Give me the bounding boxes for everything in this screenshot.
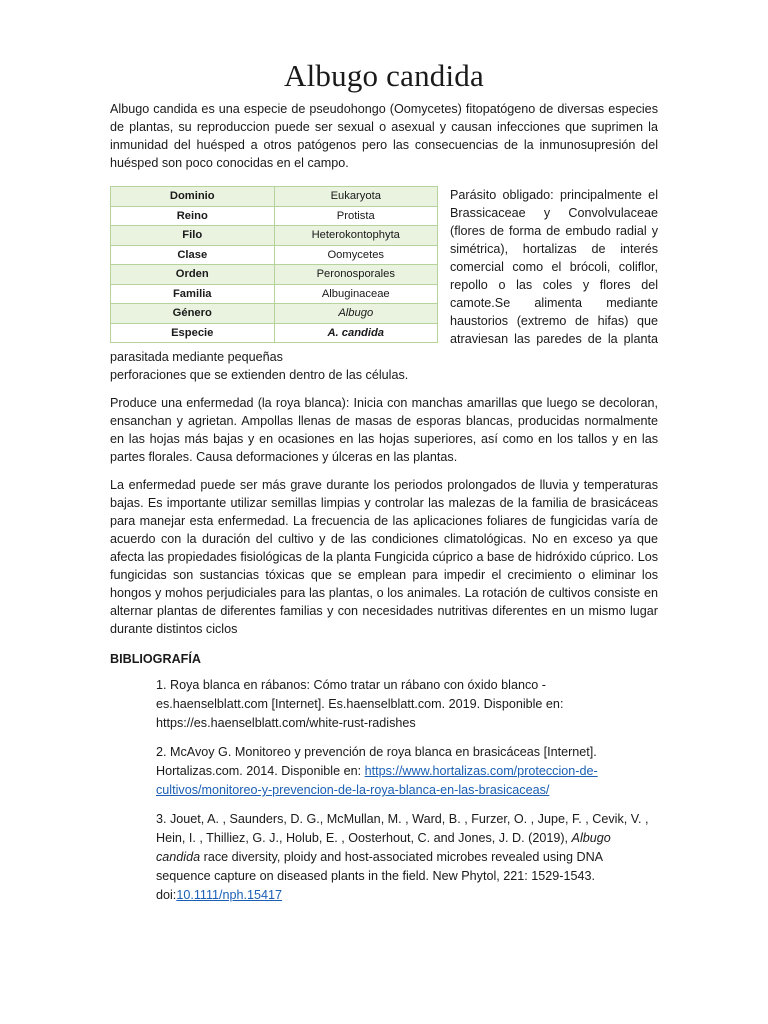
bibliography-heading: BIBLIOGRAFÍA [110,652,201,666]
table-row [111,284,438,304]
page-title: Albugo candida [284,58,484,93]
taxonomy-rank: Familia [111,284,275,304]
taxonomy-value: Peronosporales [274,265,438,285]
taxonomy-value: Albuginaceae [274,284,438,304]
taxonomy-rank: Reino [111,206,275,226]
taxonomy-rank: Filo [111,226,275,246]
taxonomy-value: A. candida [274,323,438,343]
taxonomy-table [110,186,438,343]
taxonomy-value: Albugo [274,304,438,324]
taxonomy-value: Eukaryota [274,187,438,207]
table-row [111,187,438,207]
taxonomy-value: Oomycetes [274,245,438,265]
table-row [111,265,438,285]
reference-item [156,743,658,800]
disease-paragraph: Produce una enfermedad (la roya blanca): Inicia con manchas amarillas que luego se decoloran, ensanchan y agrietan. Ampollas llenas de masas de esporas blancas, producidas normalmente en las hojas más bajas y en ocasiones en las hojas superiores, así como en los tallos y en las partes florales. Causa deformaciones y úlceras en las plantas. [110,396,658,464]
document-page [110,58,658,905]
control-paragraph: La enfermedad puede ser más grave durante los periodos prolongados de lluvia y temperaturas bajas. Es importante utilizar semillas limpias y controlar las malezas de la familia de brasicáceas para manejar esta enfermedad. La frecuencia de las aplicaciones foliares de fungicidas varía de acuerdo con la duración del cultivo y de las condiciones climatológicas. No en exceso ya que afecta las propiedades fisiológicas de la planta Fungicida cúprico a base de hidróxido cúprico. Los fungicidas son sustancias tóxicas que se emplean para impedir el crecimiento o eliminar los hongos y mohos perjudiciales para las plantas, o los animales. La rotación de cultivos consiste en alternar plantas de diferentes familias y con necesidades nutritivas diferentes en un mismo lugar durante distintos ciclos [110,478,658,636]
reference-item [156,676,658,733]
taxonomy-section [110,186,658,366]
table-row [111,245,438,265]
taxonomy-value: Protista [274,206,438,226]
taxonomy-rank: Dominio [111,187,275,207]
intro-paragraph: Albugo candida es una especie de pseudohongo (Oomycetes) fitopatógeno de diversas especies de plantas, su reproduccion puede ser sexual o asexual y causan infecciones que suprimen la inmunidad del huésped a otros patógenos pero las consecuencias de la inmunosupresión del huésped son poco conocidas en el campo. [110,102,658,170]
doi-link[interactable]: 10.1111/nph.15417 [176,888,283,902]
reference-text: 2. McAvoy G. Monitoreo y prevención de roya blanca en brasicáceas [Internet]. Hortalizas.com. 2014. Disponible en: [156,745,597,778]
taxonomy-rank: Especie [111,323,275,343]
host-description-end: perforaciones que se extienden dentro de las células. [110,368,409,382]
reference-text: race diversity, ploidy and host‐associated microbes revealed using DNA sequence capture on diseased plants in the field. New Phytol, 221: 1529-1543. doi: [156,850,603,902]
taxonomy-rank: Clase [111,245,275,265]
taxonomy-rank: Género [111,304,275,324]
taxonomy-value: Heterokontophyta [274,226,438,246]
reference-link[interactable]: https://www.hortalizas.com/proteccion-de-cultivos/monitoreo-y-prevencion-de-la-roya-blanca-en-las-brasicaceas/ [156,764,598,797]
reference-item [156,810,658,905]
reference-text: 1. Roya blanca en rábanos: Cómo tratar un rábano con óxido blanco - es.haenselblatt.com [Internet]. Es.haenselblatt.com. 2019. Disponible en: https://es.haenselblatt.com/white-rust-radishes [156,678,564,730]
reference-species-name: Albugo candida [156,831,611,864]
host-description: Parásito obligado: principalmente el Brassicaceae y Convolvulaceae (flores de forma de embudo radial y simétrica), hortalizas de interés comercial como el brócoli, coliflor, repollo o las coles y flores del camote.Se alimenta mediante haustorios (extremo de hifas) que atraviesan las paredes de la planta parasitada mediante pequeñas [110,188,658,364]
reference-text: 3. Jouet, A. , Saunders, D. G., McMullan, M. , Ward, B. , Furzer, O. , Jupe, F. , Cevik, V. , Hein, I. , Thilliez, G. J., Holub, E. , Oosterhout, C. and Jones, J. D. (2019), [156,812,649,845]
taxonomy-rank: Orden [111,265,275,285]
table-row [111,323,438,343]
table-row [111,304,438,324]
table-row [111,206,438,226]
table-row [111,226,438,246]
